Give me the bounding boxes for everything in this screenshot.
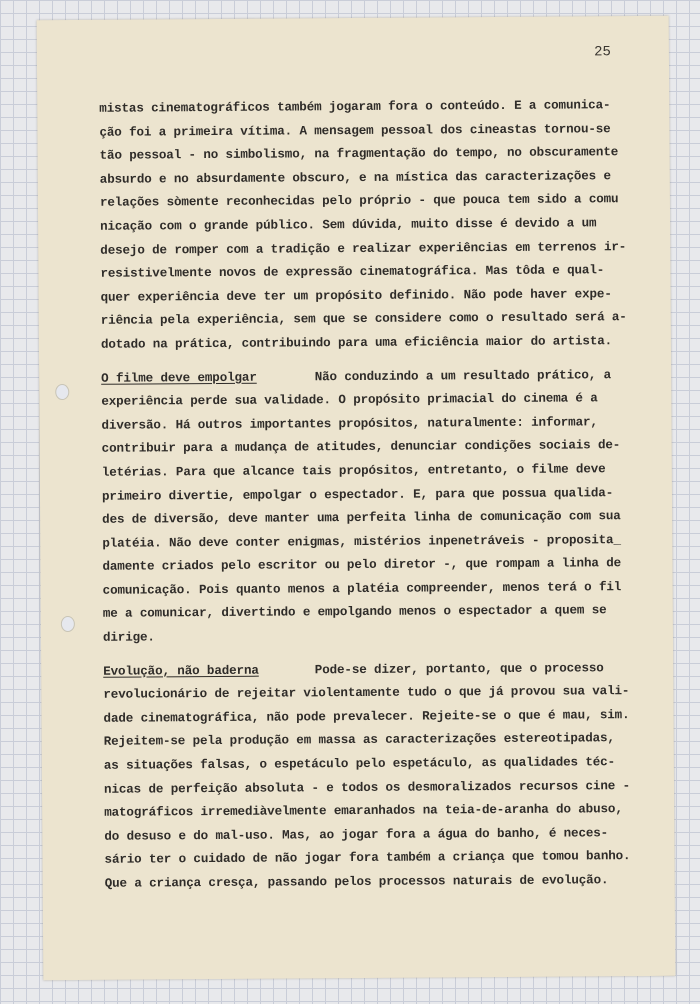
text-line: relações sòmente reconhecidas pelo próprio - que pouca tem sido a comu <box>99 192 619 211</box>
text-line: matográficos irremediàvelmente emaranhados na teia-de-aranha do abuso, <box>104 802 623 820</box>
text-line: Não conduzindo a um resultado prático, a <box>314 367 612 384</box>
text-line: sário ter o cuidado de não jogar fora também a criança que tomou banho. <box>104 849 631 868</box>
text-line: absurdo e no absurdamente obscuro, e na mística das caracterizações e <box>99 168 611 187</box>
text-line: des de diversão, deve manter uma perfeita linha de comunicação com sua <box>102 509 621 527</box>
text-line: Que a criança cresça, passando pelos processos naturais de evolução. <box>104 873 609 891</box>
text-line: nicas de perfeição absoluta - e todos os desmoralizados recursos cine - <box>103 778 631 797</box>
text-line: tão pessoal - no simbolismo, na fragmentação do tempo, no obscuramente <box>99 145 619 163</box>
section-heading-o-filme-deve-empolgar: O filme deve empolgar <box>101 370 257 386</box>
typewritten-page <box>37 16 676 980</box>
text-line: primeiro divertie, empolgar o espectador. E, para que possua qualida- <box>101 485 614 504</box>
text-line: resistivelmente novos de expressão cinematográfica. Mas tôda e qual- <box>100 263 605 281</box>
text-line: me a comunicar, divertindo e empolgando menos o espectador a quem se <box>102 603 607 622</box>
text-line: dotado na prática, contribuindo para uma eficiência maior do artista. <box>100 334 613 352</box>
text-line: diversão. Há outros importantes propósitos, naturalmente: informar, <box>101 415 598 433</box>
text-line: ção foi a primeira vítima. A mensagem pessoal dos cineastas tornou-se <box>99 121 611 140</box>
text-line: riência pela experiência, sem que se considere como o resultado será a- <box>100 310 627 329</box>
text-line: platéia. Não deve conter enigmas, mistérios inpenetráveis - proposita_ <box>102 532 621 551</box>
text-line: damente criados pelo escritor ou pelo diretor -, que rompam a linha de <box>102 556 622 575</box>
text-line: Pode-se dizer, portanto, que o processo <box>314 660 604 677</box>
text-line: desejo de romper com a tradição e realizar experiências em terrenos ir- <box>100 239 627 258</box>
body-text <box>99 94 645 896</box>
text-line: dirige. <box>102 630 155 645</box>
page-number: 25 <box>594 44 611 61</box>
text-line: comunicação. Pois quanto menos a platéia compreender, menos terá o fil <box>102 580 622 598</box>
text-line: experiência perde sua validade. O propósito primacial do cinema é a <box>101 391 598 409</box>
text-line: quer experiência deve ter um propósito definido. Não pode haver expe- <box>100 286 612 305</box>
text-line: contribuir para a mudança de atitudes, denunciar condições sociais de- <box>101 438 621 457</box>
text-line: letérias. Para que alcance tais propósitos, entretanto, o filme deve <box>101 462 606 480</box>
text-line: Rejeitem-se pela produção em massa as caracterizações estereotipadas, <box>103 731 615 750</box>
text-line: as situações falsas, o espetáculo pelo espetáculo, as qualidades téc- <box>103 755 616 773</box>
text-line: dade cinematográfica, não pode prevalecer. Rejeite-se o que é mau, sim. <box>103 707 630 726</box>
text-line: do desuso e do mal-uso. Mas, ao jogar fora a água do banho, é neces- <box>104 826 609 844</box>
punch-hole-bottom <box>61 616 75 632</box>
text-line: nicação com o grande público. Sem dúvida, muito disse é devido a um <box>100 216 597 234</box>
text-line: revolucionário de rejeitar violentamente tudo o que já provou sua vali- <box>103 684 630 703</box>
text-line: mistas cinematográficos também jogaram fora o conteúdo. E a comunica- <box>99 98 611 116</box>
section-heading-evolucao-nao-baderna: Evolução, não baderna <box>103 663 259 679</box>
punch-hole-top <box>55 384 69 400</box>
